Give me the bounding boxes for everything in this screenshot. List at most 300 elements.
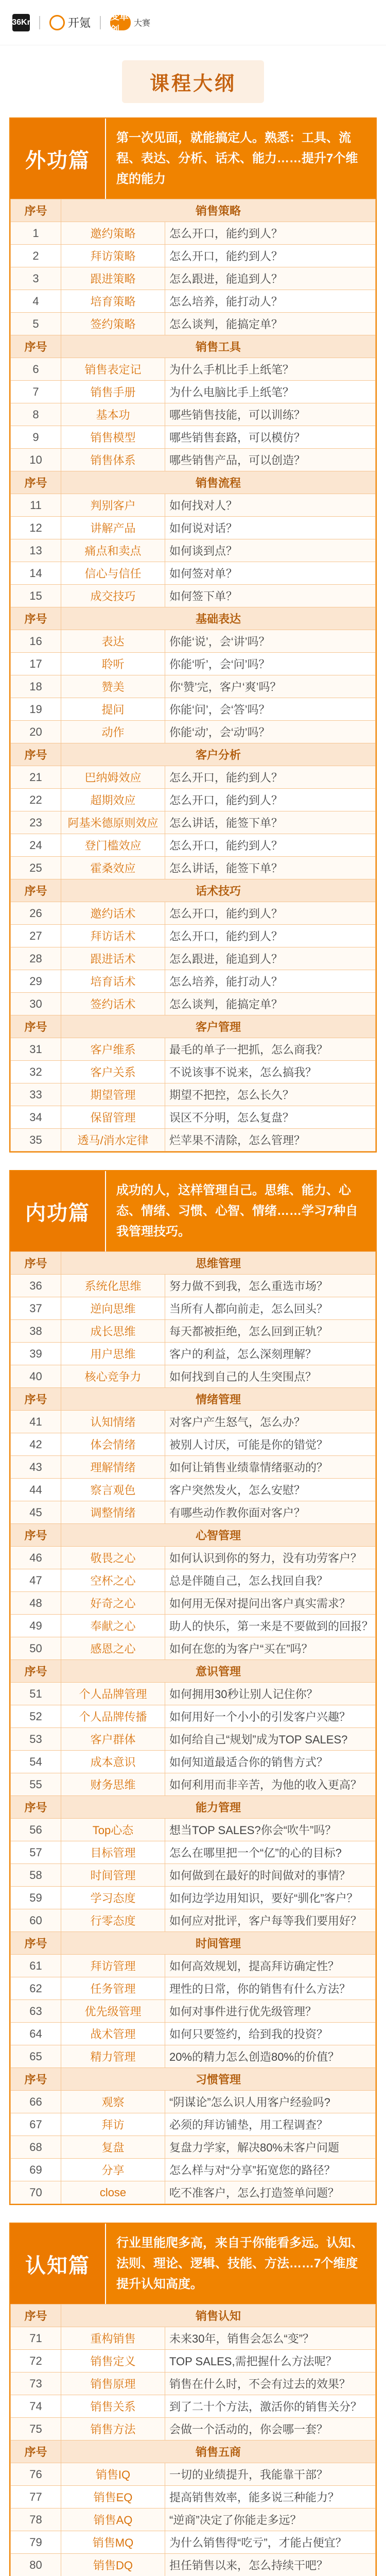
lesson-number: 48	[11, 1592, 61, 1615]
table-row	[11, 630, 376, 653]
lesson-number: 66	[11, 2091, 61, 2113]
lesson-description: 怎么开口，能约到人？	[165, 245, 376, 267]
section-number-header: 序号	[11, 471, 61, 494]
lesson-number: 9	[11, 426, 61, 449]
lesson-number: 65	[11, 2045, 61, 2068]
course-module	[9, 117, 377, 1153]
page-title: 课程大纲	[122, 60, 264, 103]
table-row	[11, 1683, 376, 1705]
lesson-number: 53	[11, 1728, 61, 1751]
lesson-number: 49	[11, 1615, 61, 1637]
lesson-name: 销售IQ	[61, 2463, 165, 2486]
lesson-number: 8	[11, 403, 61, 426]
lesson-number: 19	[11, 698, 61, 721]
lesson-number: 36	[11, 1275, 61, 1297]
table-row	[11, 426, 376, 449]
lesson-description: 怎么样与对“分享”拓宽您的路径？	[165, 2159, 376, 2181]
lesson-number: 29	[11, 970, 61, 993]
table-row	[11, 1479, 376, 1501]
lesson-description: “阴谋论”怎么识人用客户经验吗?	[165, 2091, 376, 2113]
module-header	[10, 118, 376, 199]
lesson-name: 分享	[61, 2159, 165, 2181]
lesson-description: 误区不分明，怎么复盘？	[165, 1106, 376, 1129]
lesson-description: 如何高效规划，提高拜访确定性？	[165, 1955, 376, 1977]
lesson-name: 阿基米德原则效应	[61, 811, 165, 834]
lesson-name: 学习态度	[61, 1887, 165, 1909]
section-number-header: 序号	[11, 199, 61, 222]
lesson-number: 13	[11, 539, 61, 562]
table-row	[11, 993, 376, 1015]
table-row	[11, 1864, 376, 1887]
lesson-name: 登门槛效应	[61, 834, 165, 857]
lesson-description: 你能‘问’，会‘答’吗？	[165, 698, 376, 721]
module-description: 成功的人，这样管理自己。思维、能力、心态、情绪、习惯、心智、情绪……学习7种自我管理技巧。	[116, 1183, 358, 1239]
lesson-description: 你能‘动’，会‘动’吗？	[165, 721, 376, 743]
section-title: 销售五商	[61, 2441, 376, 2463]
lesson-number: 62	[11, 1977, 61, 2000]
logo-kaike-label: 开氪	[68, 16, 91, 29]
section-header-row	[11, 1252, 376, 1275]
lesson-description: 如何对事件进行优先级管理？	[165, 2000, 376, 2023]
lesson-description: 烂苹果不清除，怎么管理？	[165, 1129, 376, 1151]
outline-table	[10, 199, 376, 1151]
lesson-description: 哪些销售技能，可以训练？	[165, 403, 376, 426]
section-header-row	[11, 471, 376, 494]
section-title: 话术技巧	[61, 879, 376, 902]
lesson-name: 成交技巧	[61, 585, 165, 607]
table-row	[11, 1569, 376, 1592]
table-row	[11, 2395, 376, 2418]
module-description: 第一次见面，就能搞定人。熟悉：工具、流程、表达、分析、话术、能力……提升7个维度的能力	[116, 131, 358, 186]
lesson-number: 50	[11, 1637, 61, 1660]
lesson-name: 拜访话术	[61, 925, 165, 947]
lesson-name: 讲解产品	[61, 517, 165, 539]
lesson-description: 如何找对人？	[165, 494, 376, 517]
table-row	[11, 403, 376, 426]
lesson-name: 销售MQ	[61, 2531, 165, 2554]
lesson-number: 22	[11, 789, 61, 811]
module-description: 行业里能爬多高，来自于你能看多远。认知、法则、理论、逻辑、技能、方法……7个维度提升认知高度。	[116, 2236, 363, 2291]
section-header-row	[11, 879, 376, 902]
lesson-number: 68	[11, 2136, 61, 2159]
lesson-description: 如何用好一个小小的引发客户兴趣？	[165, 1705, 376, 1728]
section-number-header: 序号	[11, 1524, 61, 1547]
lesson-number: 27	[11, 925, 61, 947]
table-row	[11, 1955, 376, 1977]
lesson-number: 39	[11, 1343, 61, 1365]
lesson-name: 拜访	[61, 2113, 165, 2136]
lesson-number: 20	[11, 721, 61, 743]
outline-table	[10, 1251, 376, 2204]
lesson-description: 如何拥用30秒让别人记住你？	[165, 1683, 376, 1705]
table-row	[11, 2000, 376, 2023]
lesson-name: 行零态度	[61, 1909, 165, 1932]
lesson-name: 透马/消水定律	[61, 1129, 165, 1151]
table-row	[11, 1592, 376, 1615]
lesson-number: 37	[11, 1297, 61, 1320]
lesson-name: 目标管理	[61, 1841, 165, 1864]
module-badge: 内功篇	[10, 1171, 106, 1251]
lesson-name: 逆向思维	[61, 1297, 165, 1320]
lesson-name: 敬畏之心	[61, 1547, 165, 1569]
table-row	[11, 721, 376, 743]
section-title: 销售认知	[61, 2304, 376, 2327]
lesson-number: 64	[11, 2023, 61, 2045]
table-row	[11, 698, 376, 721]
table-row	[11, 1411, 376, 1433]
lesson-number: 54	[11, 1751, 61, 1773]
section-title: 客户分析	[61, 743, 376, 766]
table-row	[11, 653, 376, 675]
lesson-name: 判别客户	[61, 494, 165, 517]
logo-dasai-icon: 变革创	[110, 15, 131, 30]
table-row	[11, 789, 376, 811]
lesson-name: 销售方法	[61, 2418, 165, 2441]
lesson-description: 如何只要签约，给到我的投资？	[165, 2023, 376, 2045]
table-row	[11, 358, 376, 381]
lesson-name: 拜访策略	[61, 245, 165, 267]
section-title: 销售流程	[61, 471, 376, 494]
outline-table	[10, 2304, 376, 2576]
lesson-number: 14	[11, 562, 61, 585]
table-row	[11, 675, 376, 698]
lesson-description: 担任销售以来，怎么持续干吧？	[165, 2554, 376, 2576]
section-number-header: 序号	[11, 2441, 61, 2463]
table-row	[11, 1705, 376, 1728]
lesson-description: 对客户产生怒气，怎么办？	[165, 1411, 376, 1433]
lesson-number: 34	[11, 1106, 61, 1129]
section-number-header: 序号	[11, 743, 61, 766]
table-row	[11, 2554, 376, 2576]
lesson-description: 如何签下单？	[165, 585, 376, 607]
lesson-name: close	[61, 2181, 165, 2204]
lesson-number: 59	[11, 1887, 61, 1909]
lesson-name: Top心态	[61, 1819, 165, 1841]
module-header	[10, 1171, 376, 1251]
lesson-name: 表达	[61, 630, 165, 653]
lesson-number: 4	[11, 290, 61, 313]
logo-kaike	[49, 14, 91, 30]
lesson-number: 17	[11, 653, 61, 675]
course-module	[9, 2223, 377, 2576]
section-header-row	[11, 2441, 376, 2463]
lesson-description: 哪些销售套路，可以模仿？	[165, 426, 376, 449]
lesson-description: 如何找到自己的人生突围点？	[165, 1365, 376, 1388]
lesson-number: 76	[11, 2463, 61, 2486]
lesson-name: 拜访管理	[61, 1955, 165, 1977]
lesson-description: 有哪些动作教你面对客户？	[165, 1501, 376, 1524]
lesson-name: 观察	[61, 2091, 165, 2113]
lesson-description: 怎么开口，能约到人？	[165, 766, 376, 789]
table-row	[11, 585, 376, 607]
table-row	[11, 1841, 376, 1864]
lesson-name: 时间管理	[61, 1864, 165, 1887]
table-row	[11, 2113, 376, 2136]
lesson-description: 如何边学边用知识，要好“驯化”客户？	[165, 1887, 376, 1909]
lesson-name: 销售DQ	[61, 2554, 165, 2576]
lesson-description: 不说该事不说来，怎么搞我？	[165, 1061, 376, 1083]
table-row	[11, 1365, 376, 1388]
section-number-header: 序号	[11, 2068, 61, 2091]
logo-divider	[100, 16, 101, 29]
section-title: 心智管理	[61, 1524, 376, 1547]
lesson-description: 怎么培养，能打动人？	[165, 290, 376, 313]
section-header-row	[11, 743, 376, 766]
table-row	[11, 925, 376, 947]
lesson-number: 40	[11, 1365, 61, 1388]
lesson-name: 签约话术	[61, 993, 165, 1015]
lesson-number: 31	[11, 1038, 61, 1061]
lesson-description: 如何签对单？	[165, 562, 376, 585]
lesson-description: 努力做不到我，怎么重选市场？	[165, 1275, 376, 1297]
kaike-circle-icon	[49, 15, 65, 30]
lesson-name: 赞美	[61, 675, 165, 698]
lesson-name: 基本功	[61, 403, 165, 426]
lesson-number: 74	[11, 2395, 61, 2418]
lesson-number: 11	[11, 494, 61, 517]
lesson-name: 销售表定记	[61, 358, 165, 381]
lesson-description: 如何知道最适合你的销售方式？	[165, 1751, 376, 1773]
lesson-description: 怎么开口，能约到人？	[165, 222, 376, 245]
page-title-wrap	[0, 45, 386, 117]
lesson-number: 46	[11, 1547, 61, 1569]
table-row	[11, 1615, 376, 1637]
lesson-number: 16	[11, 630, 61, 653]
table-row	[11, 267, 376, 290]
lesson-name: 跟进策略	[61, 267, 165, 290]
lesson-name: 邀约策略	[61, 222, 165, 245]
section-number-header: 序号	[11, 2304, 61, 2327]
table-row	[11, 2136, 376, 2159]
lesson-name: 核心竞争力	[61, 1365, 165, 1388]
table-row	[11, 2023, 376, 2045]
lesson-number: 25	[11, 857, 61, 879]
lesson-name: 痛点和卖点	[61, 539, 165, 562]
lesson-description: 会做一个活动的，你会哪一套？	[165, 2418, 376, 2441]
lesson-description: 如何利用而非辛苦，为他的收入更高？	[165, 1773, 376, 1796]
lesson-name: 好奇之心	[61, 1592, 165, 1615]
lesson-number: 45	[11, 1501, 61, 1524]
lesson-number: 38	[11, 1320, 61, 1343]
lesson-number: 51	[11, 1683, 61, 1705]
section-number-header: 序号	[11, 1660, 61, 1683]
lesson-description: 怎么开口，能约到人？	[165, 789, 376, 811]
table-row	[11, 1977, 376, 2000]
table-row	[11, 811, 376, 834]
table-row	[11, 313, 376, 335]
section-header-row	[11, 607, 376, 630]
section-title: 基础表达	[61, 607, 376, 630]
module-badge: 外功篇	[10, 118, 106, 199]
lesson-description: 最毛的单子一把抓，怎么商我？	[165, 1038, 376, 1061]
lesson-name: 培育策略	[61, 290, 165, 313]
lesson-number: 7	[11, 381, 61, 403]
lesson-description: 如何认识到你的努力，没有功劳客户？	[165, 1547, 376, 1569]
lesson-number: 60	[11, 1909, 61, 1932]
lesson-description: 你‘赞’完，客户‘爽’吗？	[165, 675, 376, 698]
table-row	[11, 1456, 376, 1479]
lesson-name: 重构销售	[61, 2327, 165, 2350]
lesson-name: 销售体系	[61, 449, 165, 471]
lesson-description: 怎么开口，能约到人？	[165, 925, 376, 947]
lesson-description: 销售在什么时，不会有过去的效果？	[165, 2372, 376, 2395]
lesson-description: 如何在您的为客户“买在”吗？	[165, 1637, 376, 1660]
module-badge: 认知篇	[10, 2224, 106, 2304]
lesson-number: 26	[11, 902, 61, 925]
table-row	[11, 970, 376, 993]
table-row	[11, 2418, 376, 2441]
section-header-row	[11, 2068, 376, 2091]
section-number-header: 序号	[11, 1932, 61, 1955]
lesson-number: 10	[11, 449, 61, 471]
table-row	[11, 1038, 376, 1061]
lesson-description: 怎么培养，能打动人？	[165, 970, 376, 993]
table-row	[11, 857, 376, 879]
lesson-number: 32	[11, 1061, 61, 1083]
header	[0, 0, 386, 45]
table-row	[11, 449, 376, 471]
lesson-name: 跟进话术	[61, 947, 165, 970]
lesson-description: 当所有人都向前走，怎么回头？	[165, 1297, 376, 1320]
table-row	[11, 2327, 376, 2350]
lesson-description: 如何用无保对提问出客户真实需求？	[165, 1592, 376, 1615]
section-title: 习惯管理	[61, 2068, 376, 2091]
lesson-number: 6	[11, 358, 61, 381]
lesson-number: 28	[11, 947, 61, 970]
lesson-name: 保留管理	[61, 1106, 165, 1129]
lesson-name: 信心与信任	[61, 562, 165, 585]
lesson-number: 71	[11, 2327, 61, 2350]
table-row	[11, 2091, 376, 2113]
logo-divider	[39, 16, 40, 29]
lesson-description: 你能‘听’，会‘问’吗？	[165, 653, 376, 675]
section-header-row	[11, 2304, 376, 2327]
section-title: 销售策略	[61, 199, 376, 222]
lesson-number: 43	[11, 1456, 61, 1479]
table-row	[11, 245, 376, 267]
section-number-header: 序号	[11, 879, 61, 902]
section-number-header: 序号	[11, 1015, 61, 1038]
lesson-description: 到了二十个方法，激活你的销售关分？	[165, 2395, 376, 2418]
lesson-number: 56	[11, 1819, 61, 1841]
table-row	[11, 2372, 376, 2395]
lesson-description: 为什么销售得“吃亏”，才能占便宜？	[165, 2531, 376, 2554]
lesson-description: 理性的日常，你的销售有什么方法？	[165, 1977, 376, 2000]
lesson-description: 被别人讨厌，可能是你的错觉？	[165, 1433, 376, 1456]
lesson-description: 总是伴随自己，怎么找回自我？	[165, 1569, 376, 1592]
lesson-number: 52	[11, 1705, 61, 1728]
table-row	[11, 1433, 376, 1456]
lesson-name: 优先级管理	[61, 2000, 165, 2023]
lesson-description: 如何谈到点？	[165, 539, 376, 562]
lesson-name: 感恩之心	[61, 1637, 165, 1660]
table-row	[11, 1637, 376, 1660]
lesson-number: 42	[11, 1433, 61, 1456]
lesson-name: 系统化思维	[61, 1275, 165, 1297]
section-number-header: 序号	[11, 335, 61, 358]
logo-36kr-icon: 36Kr	[12, 14, 30, 31]
lesson-name: 销售模型	[61, 426, 165, 449]
table-row	[11, 1106, 376, 1129]
lesson-description: 必须的拜访铺垫，用工程调查？	[165, 2113, 376, 2136]
table-row	[11, 2159, 376, 2181]
lesson-name: 销售关系	[61, 2395, 165, 2418]
section-title: 客户管理	[61, 1015, 376, 1038]
lesson-name: 超期效应	[61, 789, 165, 811]
lesson-description: 复盘力学家，解决80%未客户问题	[165, 2136, 376, 2159]
lesson-name: 聆听	[61, 653, 165, 675]
lesson-name: 动作	[61, 721, 165, 743]
lesson-number: 44	[11, 1479, 61, 1501]
section-number-header: 序号	[11, 1388, 61, 1411]
lesson-number: 1	[11, 222, 61, 245]
lesson-name: 销售原理	[61, 2372, 165, 2395]
lesson-name: 邀约话术	[61, 902, 165, 925]
lesson-name: 客户关系	[61, 1061, 165, 1083]
table-row	[11, 1275, 376, 1297]
lesson-description: 期望不把控，怎么长久？	[165, 1083, 376, 1106]
lesson-name: 精力管理	[61, 2045, 165, 2068]
lesson-name: 销售AQ	[61, 2509, 165, 2531]
lesson-description: TOP SALES,需把握什么方法呢？	[165, 2350, 376, 2372]
logo-36kr	[12, 14, 30, 31]
lesson-name: 战术管理	[61, 2023, 165, 2045]
lesson-description: 怎么谈判，能搞定单？	[165, 993, 376, 1015]
lesson-name: 销售手册	[61, 381, 165, 403]
lesson-number: 21	[11, 766, 61, 789]
course-module	[9, 1170, 377, 2205]
table-row	[11, 834, 376, 857]
section-title: 思维管理	[61, 1252, 376, 1275]
section-header-row	[11, 1388, 376, 1411]
lesson-number: 12	[11, 517, 61, 539]
lesson-number: 67	[11, 2113, 61, 2136]
lesson-name: 察言观色	[61, 1479, 165, 1501]
table-row	[11, 2181, 376, 2204]
lesson-name: 财务思维	[61, 1773, 165, 1796]
lesson-description: 吃不准客户，怎么打造签单问题？	[165, 2181, 376, 2204]
table-row	[11, 381, 376, 403]
logo-dasai-label: 大赛	[134, 19, 151, 28]
table-row	[11, 222, 376, 245]
lesson-number: 15	[11, 585, 61, 607]
lesson-number: 78	[11, 2509, 61, 2531]
lesson-name: 签约策略	[61, 313, 165, 335]
table-row	[11, 2463, 376, 2486]
table-row	[11, 1819, 376, 1841]
table-row	[11, 539, 376, 562]
table-row	[11, 1773, 376, 1796]
lesson-name: 霍桑效应	[61, 857, 165, 879]
lesson-name: 客户维系	[61, 1038, 165, 1061]
lesson-name: 个人品牌传播	[61, 1705, 165, 1728]
section-header-row	[11, 199, 376, 222]
lesson-name: 复盘	[61, 2136, 165, 2159]
section-number-header: 序号	[11, 1796, 61, 1819]
lesson-name: 用户思维	[61, 1343, 165, 1365]
lesson-description: 20%的精力怎么创造80%的价值？	[165, 2045, 376, 2068]
lesson-description: 一切的业绩提升，我能靠干部？	[165, 2463, 376, 2486]
lesson-number: 77	[11, 2486, 61, 2509]
table-row	[11, 1751, 376, 1773]
table-row	[11, 1547, 376, 1569]
modules-container	[0, 117, 386, 2576]
lesson-number: 55	[11, 1773, 61, 1796]
lesson-description: 怎么讲话，能签下单？	[165, 857, 376, 879]
lesson-name: 培育话术	[61, 970, 165, 993]
lesson-name: 空杯之心	[61, 1569, 165, 1592]
lesson-number: 30	[11, 993, 61, 1015]
